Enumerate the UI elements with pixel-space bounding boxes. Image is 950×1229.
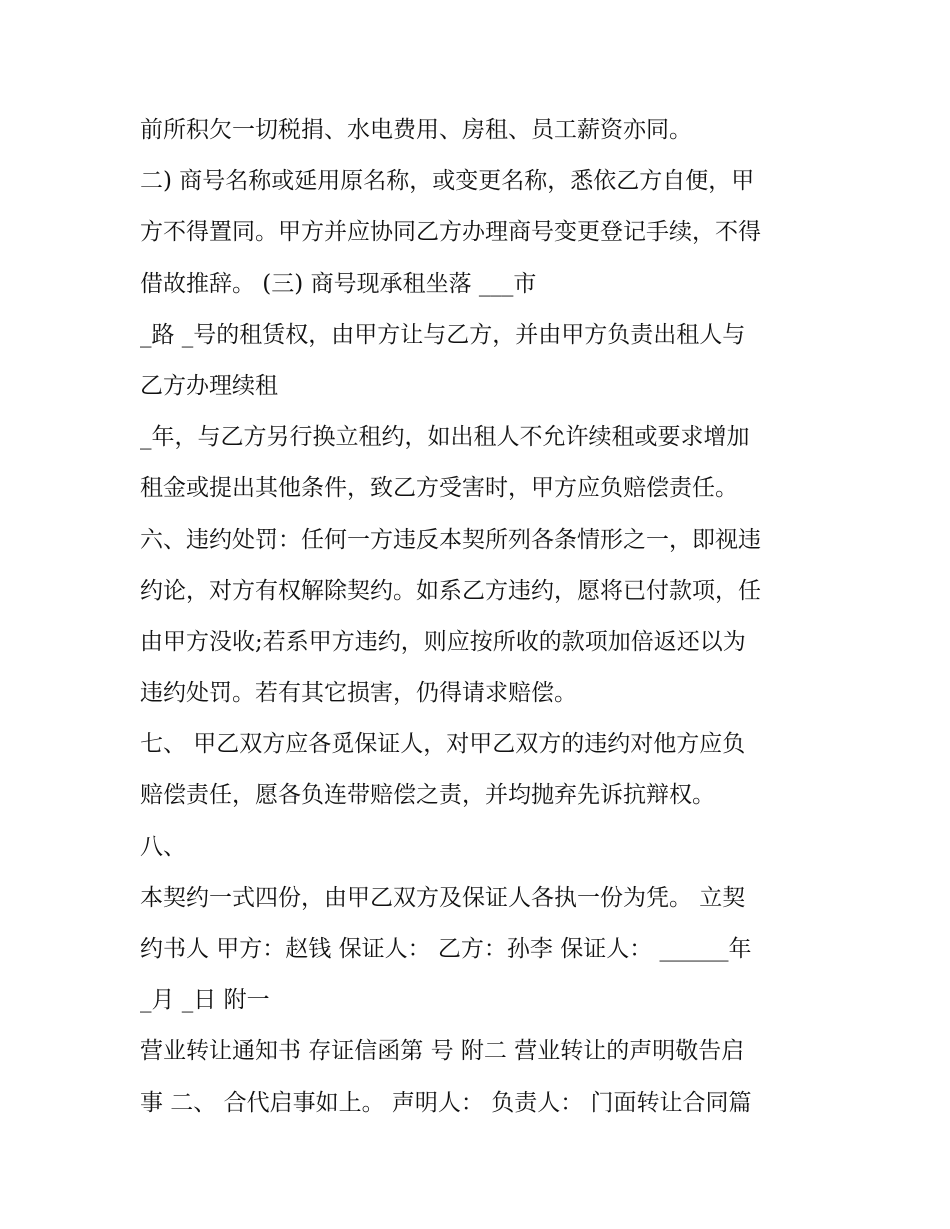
text-line: 借故推辞。 (三) 商号现承租坐落 ___市 <box>140 270 537 297</box>
text-line: 约论，对方有权解除契约。如系乙方违约，愿将已付款项，任 <box>140 577 761 604</box>
text-line: 八、 <box>140 833 186 860</box>
text-line: _路 _号的租赁权，由甲方让与乙方，并由甲方负责出租人与 <box>140 321 746 348</box>
text-line: 前所积欠一切税捐、水电费用、房租、员工薪资亦同。 <box>140 117 692 143</box>
text-line: _月 _日 附一 <box>140 987 270 1014</box>
text-line: 由甲方没收;若系甲方违约，则应按所收的款项加倍返还以为 <box>140 628 746 655</box>
text-line: 方不得置同。甲方并应协同乙方办理商号变更登记手续，不得 <box>140 219 761 246</box>
text-line: 租金或提出其他条件，致乙方受害时，甲方应负赔偿责任。 <box>140 475 738 502</box>
document-body <box>140 105 820 1129</box>
text-line: 六、违约处罚：任何一方违反本契所列各条情形之一，即视违 <box>140 526 761 553</box>
text-line: 违约处罚。若有其它损害，仍得请求赔偿。 <box>140 680 577 707</box>
text-line: 二) 商号名称或延用原名称，或变更名称，悉依乙方自便，甲 <box>140 168 755 195</box>
text-line: 赔偿责任，愿各负连带赔偿之责，并均抛弃先诉抗辩权。 <box>140 782 715 809</box>
text-line: 事 二、 合代启事如上。 声明人： 负责人： 门面转让合同篇 <box>140 1089 752 1116</box>
text-line: 本契约一式四份，由甲乙双方及保证人各执一份为凭。 立契 <box>140 884 746 911</box>
text-line: 七、 甲乙双方应各觅保证人，对甲乙双方的违约对他方应负 <box>140 731 746 758</box>
text-line: _年，与乙方另行换立租约，如出租人不允许续租或要求增加 <box>140 424 750 451</box>
text-line: 约书人 甲方：赵钱 保证人： 乙方：孙李 保证人： ______年 <box>140 936 752 962</box>
text-line: 乙方办理续租 <box>140 372 278 399</box>
text-line: 营业转让通知书 存证信函第 号 附二 营业转让的声明敬告启 <box>140 1038 745 1065</box>
